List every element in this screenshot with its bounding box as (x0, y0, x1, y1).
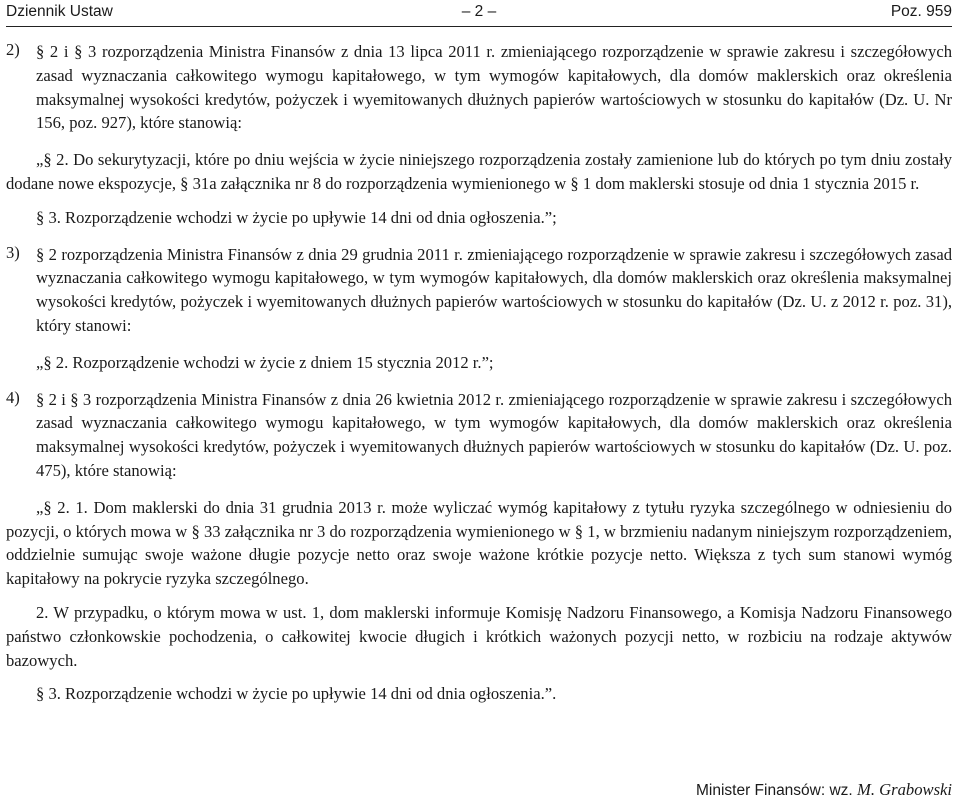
item-number: 3) (6, 242, 20, 262)
signature-name: M. Grabowski (857, 780, 952, 799)
item-text: § 2 i § 3 rozporządzenia Ministra Finansów z dnia 26 kwietnia 2012 r. zmieniającego rozporządzenie w sprawie zakresu i szczegółowych zasad wyznaczania całkowitego wymogu kapitałowego, w tym wymogów kapitałowych, dla domów maklerskich oraz określenia maksymalnej wysokości kredytów, pożyczek i wyemitowanych dłużnych papierów wartościowych w stosunku do kapitałów (Dz. U. poz. 475), które stanowią: (36, 389, 952, 480)
quoted-paragraph: „§ 2. 1. Dom maklerski do dnia 31 grudnia 2013 r. może wyliczać wymóg kapitałowy z tytułu ryzyka szczególnego w odniesieniu do pozycji, o których mowa w § 33 załącznika nr 3 do rozporządzenia wymienionego w § 1, w brzmieniu nadanym niniejszym rozporządzeniem, oddzielnie sumując swoje ważone długie pozycje netto oraz swoje ważone krótkie pozycje netto. Większa z tych sum stanowi wymóg kapitałowy na pokrycie ryzyka szczególnego. (6, 497, 952, 589)
header-divider (6, 26, 952, 27)
signature-title: Minister Finansów: wz. (695, 782, 853, 799)
quoted-paragraph: 2. W przypadku, o którym mowa w ust. 1, dom maklerski informuje Komisję Nadzoru Finansowego, a Komisja Nadzoru Finansowego państwo członkowskie pochodzenia, o całkowitej kwocie długich i krótkich ważonych pozycji netto, w rozbiciu na rodzaje aktywów bazowych. (6, 602, 952, 670)
item-number: 2) (6, 40, 20, 59)
item-number: 4) (6, 387, 20, 407)
journal-title: Dziennik Ustaw (6, 3, 113, 20)
quoted-paragraph: „§ 2. Rozporządzenie wchodzi w życie z dniem 15 stycznia 2012 r.”; (36, 352, 494, 372)
quoted-paragraph: „§ 2. Do sekurytyzacji, które po dniu wejścia w życie niniejszego rozporządzenia zostały zamienione lub do których po tym dniu zostały dodane nowe ekspozycje, § 31a załącznika nr 8 do rozporządzenia wymienionego w § 1 dom maklerski stosuje od dnia 1 stycznia 2015 r. (6, 150, 952, 193)
list-item (6, 243, 952, 338)
list-item (6, 40, 952, 135)
document-body (6, 40, 952, 706)
position-number: Poz. 959 (890, 3, 952, 20)
signature-block (696, 780, 952, 800)
quoted-paragraph: § 3. Rozporządzenie wchodzi w życie po upływie 14 dni od dnia ogłoszenia.”; (36, 207, 557, 227)
item-text: § 2 i § 3 rozporządzenia Ministra Finansów z dnia 13 lipca 2011 r. zmieniającego rozporządzenie w sprawie zakresu i szczegółowych zasad wyznaczania całkowitego wymogu kapitałowego, w tym wymogów kapitałowych, dla domów maklerskich oraz określenia maksymalnej wysokości kredytów, pożyczek i wyemitowanych dłużnych papierów wartościowych w stosunku do kapitałów (Dz. U. Nr 156, poz. 927), które stanowią: (36, 42, 952, 133)
page-header (6, 3, 952, 25)
quoted-paragraph: § 3. Rozporządzenie wchodzi w życie po upływie 14 dni od dnia ogłoszenia.”. (36, 684, 557, 704)
list-item (6, 388, 952, 483)
item-text: § 2 rozporządzenia Ministra Finansów z dnia 29 grudnia 2011 r. zmieniającego rozporządzenie w sprawie zakresu i szczegółowych zasad wyznaczania całkowitego wymogu kapitałowego, w tym wymogów kapitałowych, dla domów maklerskich oraz określenia maksymalnej wysokości kredytów, pożyczek i wyemitowanych dłużnych papierów wartościowych w stosunku do kapitałów (Dz. U. z 2012 r. poz. 31), który stanowi: (36, 244, 952, 335)
page-number: – 2 – (461, 3, 497, 20)
